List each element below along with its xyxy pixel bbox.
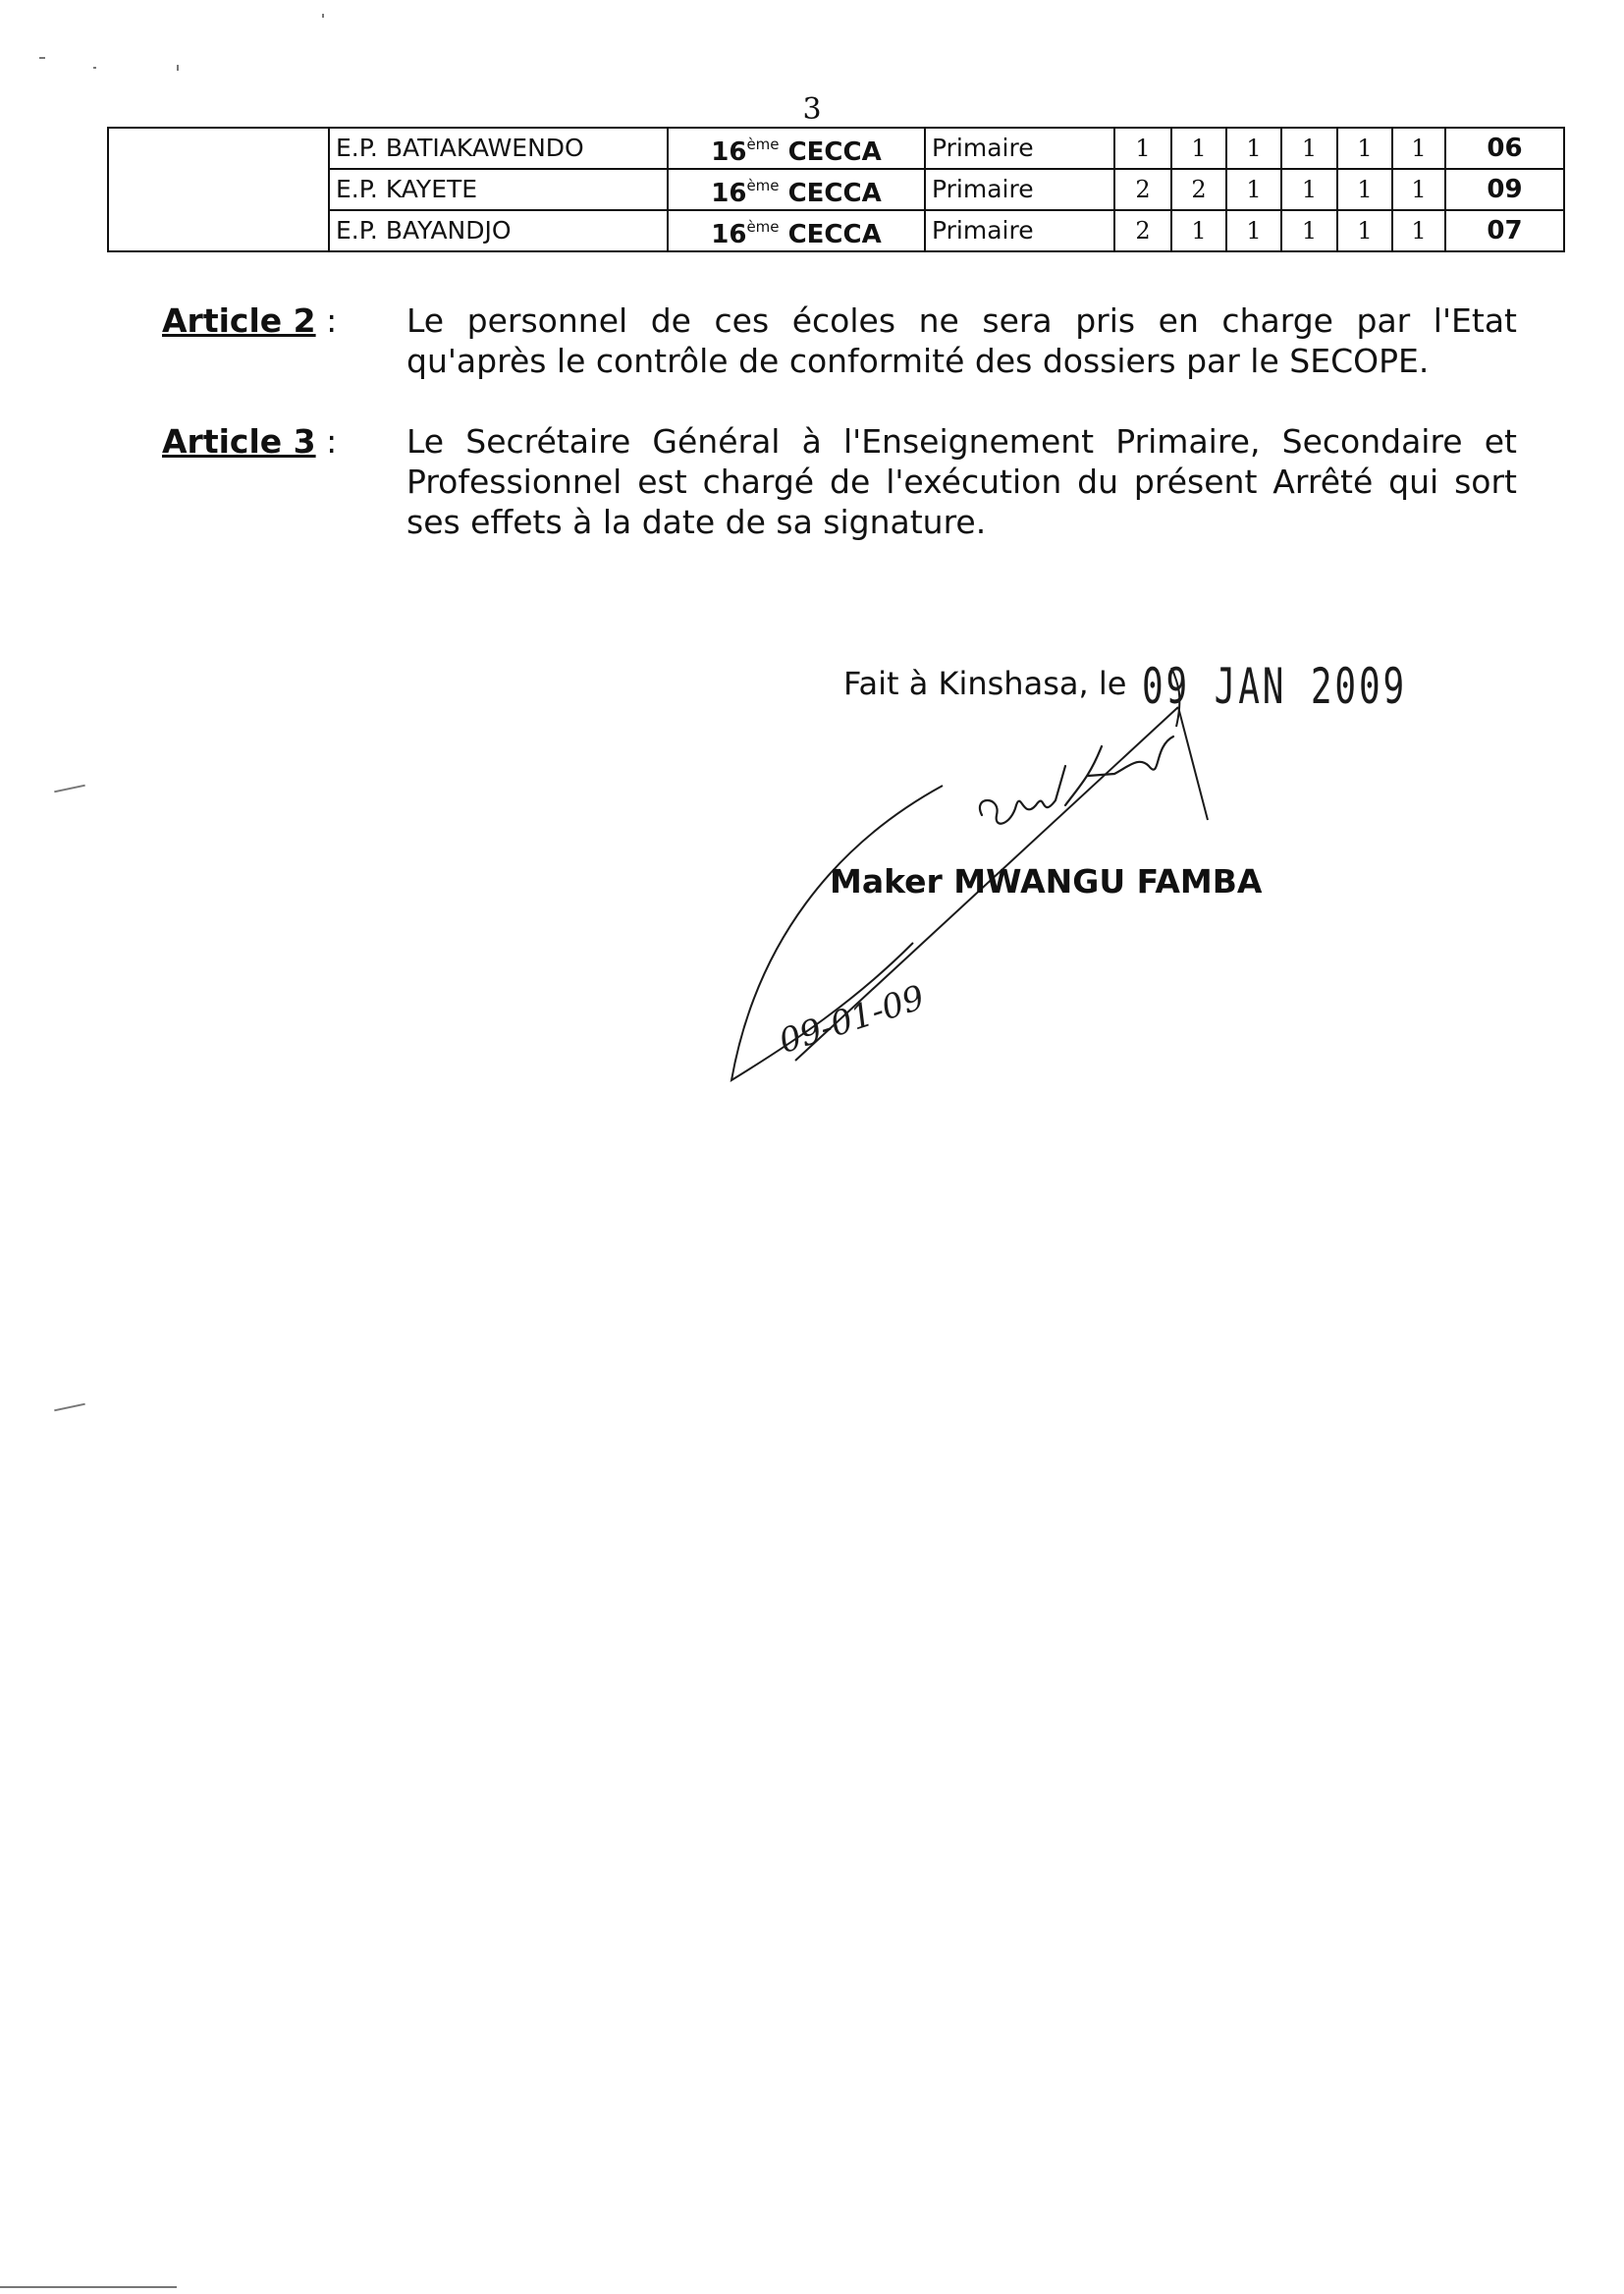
- scan-speck: [54, 785, 85, 793]
- article-2-label: Article 2: [162, 301, 316, 340]
- school-name: E.P. KAYETE: [329, 169, 668, 210]
- article-2-text: Le personnel de ces écoles ne sera pris en charge par l'Etat qu'après le contrôle de conformité des dossiers par le SECOPE.: [406, 301, 1517, 380]
- count-cell: 1: [1226, 210, 1281, 251]
- cecca-cell: [668, 169, 925, 210]
- school-name: E.P. BATIAKAWENDO: [329, 128, 668, 169]
- count-cell: 1: [1226, 169, 1281, 210]
- schools-table: [107, 127, 1565, 252]
- cecca-cell: [668, 210, 925, 251]
- level-cell: Primaire: [925, 169, 1114, 210]
- count-cell: 1: [1281, 169, 1337, 210]
- count-cell: 1: [1337, 210, 1392, 251]
- blank-cell: [108, 128, 329, 251]
- article-3-heading: [162, 421, 407, 462]
- count-cell: 1: [1281, 210, 1337, 251]
- scan-speck: [93, 67, 96, 69]
- cecca-cell: [668, 128, 925, 169]
- cecca-name: CECCA: [787, 179, 882, 208]
- cecca-number: 16: [711, 137, 747, 167]
- table-row: [108, 128, 1564, 169]
- count-cell: 1: [1392, 169, 1445, 210]
- total-cell: 06: [1445, 128, 1564, 169]
- scan-speck: [177, 65, 179, 71]
- count-cell: 1: [1171, 128, 1226, 169]
- cecca-suffix: ème: [746, 177, 780, 194]
- total-cell: 09: [1445, 169, 1564, 210]
- count-cell: 1: [1281, 128, 1337, 169]
- article-3-separator: :: [315, 422, 338, 461]
- cecca-suffix: ème: [746, 136, 780, 153]
- count-cell: 1: [1171, 210, 1226, 251]
- count-cell: 1: [1392, 210, 1445, 251]
- cecca-number: 16: [711, 220, 747, 249]
- level-cell: Primaire: [925, 210, 1114, 251]
- page-number: 3: [802, 92, 822, 127]
- count-cell: 1: [1114, 128, 1171, 169]
- article-2-separator: :: [315, 301, 338, 340]
- article-2: [162, 300, 1517, 381]
- count-cell: 1: [1337, 169, 1392, 210]
- article-3-text: Le Secrétaire Général à l'Enseignement Primaire, Secondaire et Professionnel est chargé de l'exécution du présent Arrêté qui sort ses effets à la date de sa signature.: [406, 422, 1517, 541]
- total-cell: 07: [1445, 210, 1564, 251]
- count-cell: 2: [1171, 169, 1226, 210]
- table-body: [108, 128, 1564, 251]
- article-3-label: Article 3: [162, 422, 316, 461]
- scan-speck: [54, 1403, 85, 1412]
- count-cell: 2: [1114, 169, 1171, 210]
- signatory-name: Maker MWANGU FAMBA: [830, 862, 1263, 901]
- scan-speck: [322, 14, 324, 18]
- count-cell: 2: [1114, 210, 1171, 251]
- count-cell: 1: [1226, 128, 1281, 169]
- article-3: [162, 421, 1517, 542]
- date-stamp: 09 JAN 2009: [1142, 658, 1408, 715]
- cecca-name: CECCA: [787, 137, 882, 167]
- level-cell: Primaire: [925, 128, 1114, 169]
- scan-speck: [39, 57, 45, 59]
- place-date: Fait à Kinshasa, le: [843, 665, 1127, 702]
- handwritten-date: 09-01-09: [774, 977, 930, 1063]
- count-cell: 1: [1337, 128, 1392, 169]
- scan-speck: [0, 2286, 177, 2288]
- cecca-suffix: ème: [746, 218, 780, 236]
- count-cell: 1: [1392, 128, 1445, 169]
- cecca-name: CECCA: [787, 220, 882, 249]
- cecca-number: 16: [711, 179, 747, 208]
- school-name: E.P. BAYANDJO: [329, 210, 668, 251]
- article-2-heading: [162, 300, 407, 341]
